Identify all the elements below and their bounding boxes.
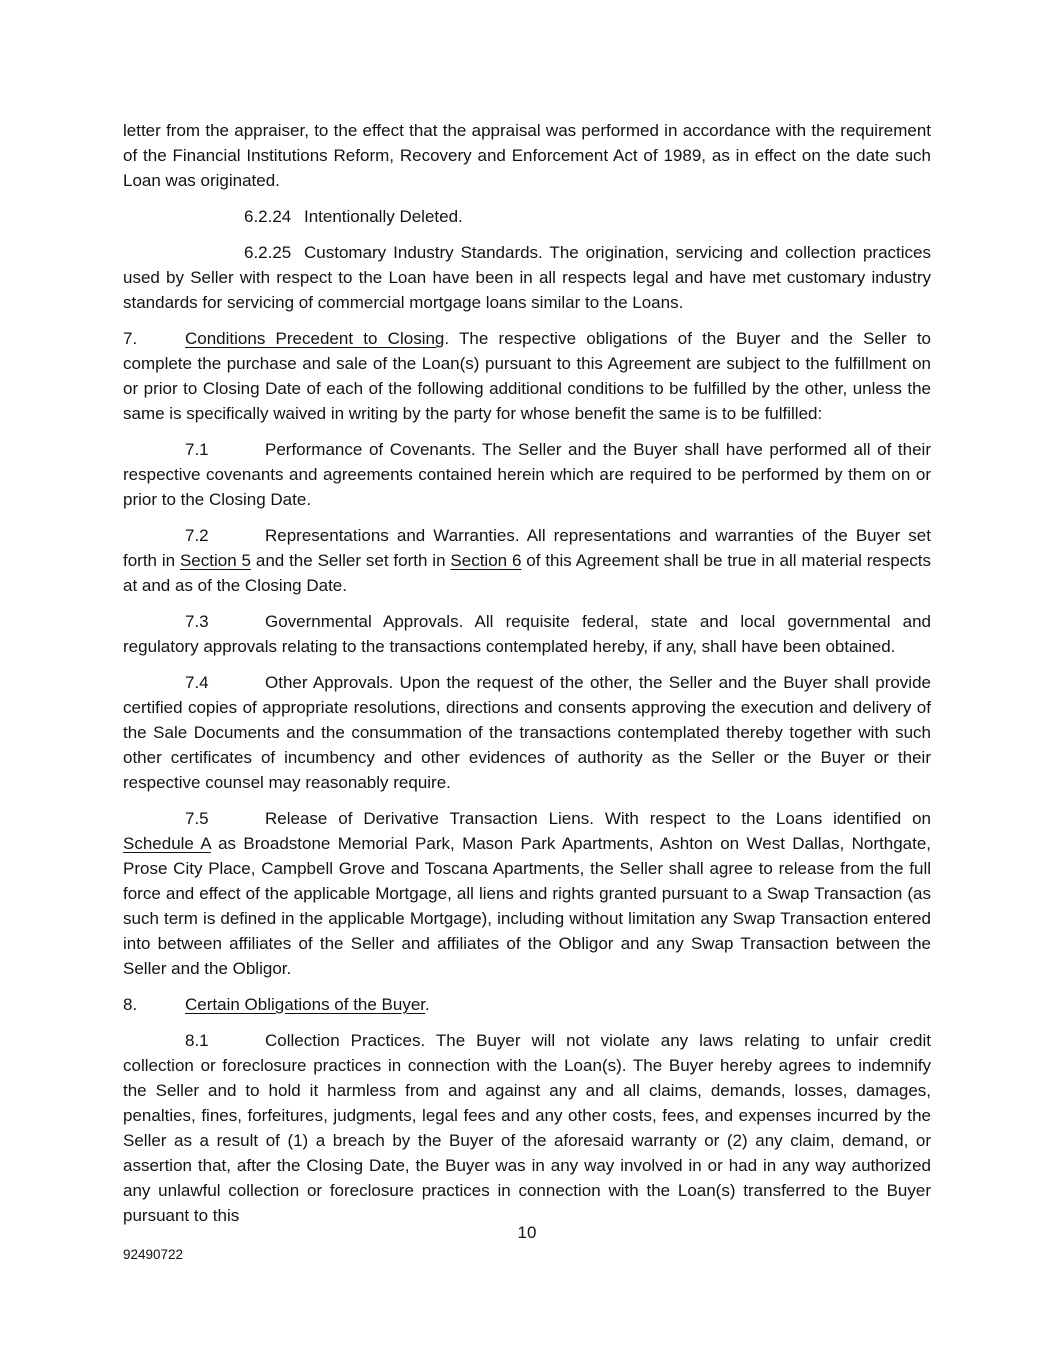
paragraph	[123, 1028, 931, 1228]
section-number: 8.	[123, 995, 138, 1014]
text-run: Representations and Warranties. All representations and warranties of the Buyer set forth in	[123, 526, 931, 570]
section-number: 7.5	[185, 809, 209, 828]
underlined-text: Schedule A	[123, 834, 211, 853]
page-number: 10	[517, 1223, 537, 1242]
underlined-text: Certain Obligations of the Buyer	[185, 995, 426, 1014]
text-run: Governmental Approvals. All requisite federal, state and local governmental and regulatory approvals relating to the transactions contemplated hereby, if any, shall have been obtained.	[123, 612, 931, 656]
section-number: 7.2	[185, 526, 209, 545]
paragraph	[123, 806, 931, 981]
text-run: Customary Industry Standards. The origination, servicing and collection practices used by Seller with respect to the Loan have been in all respects legal and have met customary industry standards for servicing of commercial mortgage loans similar to the Loans.	[123, 243, 931, 312]
text-run: letter from the appraiser, to the effect that the appraisal was performed in accordance with the requirement of the Financial Institutions Reform, Recovery and Enforcement Act of 1989, as in effect on the date such Loan was originated.	[123, 121, 931, 190]
section-number: 7.1	[185, 440, 209, 459]
section-number: 6.2.25	[244, 243, 292, 262]
text-run: and the Seller set forth in	[251, 551, 451, 570]
document-id: 92490722	[123, 1247, 184, 1262]
paragraph	[123, 609, 931, 659]
paragraph	[123, 437, 931, 512]
text-run: as Broadstone Memorial Park, Mason Park Apartments, Ashton on West Dallas, Northgate, Prose City Place, Campbell Grove and Toscana Apartments, the Seller shall agree to release from the full force and effect of the applicable Mortgage, all liens and rights granted pursuant to a Swap Transaction (as such term is defined in the applicable Mortgage), including without limitation any Swap Transaction entered into between affiliates of the Seller and affiliates of the Obligor and any Swap Transaction between the Seller and the Obligor.	[123, 834, 932, 978]
paragraph	[123, 523, 931, 598]
paragraph	[123, 326, 931, 426]
underlined-text: Section 6	[450, 551, 522, 570]
text-run: Intentionally Deleted.	[304, 207, 463, 226]
paragraph	[123, 118, 931, 193]
text-run: of this Agreement shall be true in all material respects at and as of the Closing Date.	[123, 551, 931, 595]
section-number: 8.1	[185, 1031, 209, 1050]
section-number: 7.	[123, 329, 138, 348]
text-run: Other Approvals. Upon the request of the other, the Seller and the Buyer shall provide certified copies of appropriate resolutions, directions and consents approving the execution and delivery of the Sale Documents and the consummation of the transactions contemplated thereby together with such other certificates of incumbency and other evidences of authority as the Seller or the Buyer or their respective counsel may reasonably require.	[123, 673, 931, 792]
paragraph	[123, 992, 931, 1017]
text-run: Release of Derivative Transaction Liens. With respect to the Loans identified on	[265, 809, 931, 828]
underlined-text: Conditions Precedent to Closing	[185, 329, 445, 348]
paragraph	[123, 204, 931, 229]
section-number: 6.2.24	[244, 207, 292, 226]
section-number: 7.3	[185, 612, 209, 631]
paragraph	[123, 670, 931, 795]
paragraph	[123, 240, 931, 315]
text-run: Collection Practices. The Buyer will not violate any laws relating to unfair credit collection or foreclosure practices in connection with the Loan(s). The Buyer hereby agrees to indemnify the Seller and to hold it harmless from and against any and all claims, demands, losses, damages, penalties, fines, forfeitures, judgments, legal fees and any other costs, fees, and expenses incurred by the Seller as a result of (1) a breach by the Buyer of the aforesaid warranty or (2) any claim, demand, or assertion that, after the Closing Date, the Buyer was in any way involved in or had in any way authorized any unlawful collection or foreclosure practices in connection with the Loan(s) transferred to the Buyer pursuant to this	[123, 1031, 931, 1225]
text-run: .	[425, 995, 430, 1014]
text-run: . The respective obligations of the Buyer and the Seller to complete the purchase and sale of the Loan(s) pursuant to this Agreement are subject to the fulfillment on or prior to Closing Date of each of the following additional conditions to be fulfilled by the other, unless the same is specifically waived in writing by the party for whose benefit the same is to be fulfilled:	[123, 329, 931, 423]
underlined-text: Section 5	[179, 551, 251, 570]
text-run: Performance of Covenants. The Seller and the Buyer shall have performed all of their respective covenants and agreements contained herein which are required to be performed by them on or prior to the Closing Date.	[123, 440, 931, 509]
document-body	[123, 118, 931, 1228]
section-number: 7.4	[185, 673, 209, 692]
